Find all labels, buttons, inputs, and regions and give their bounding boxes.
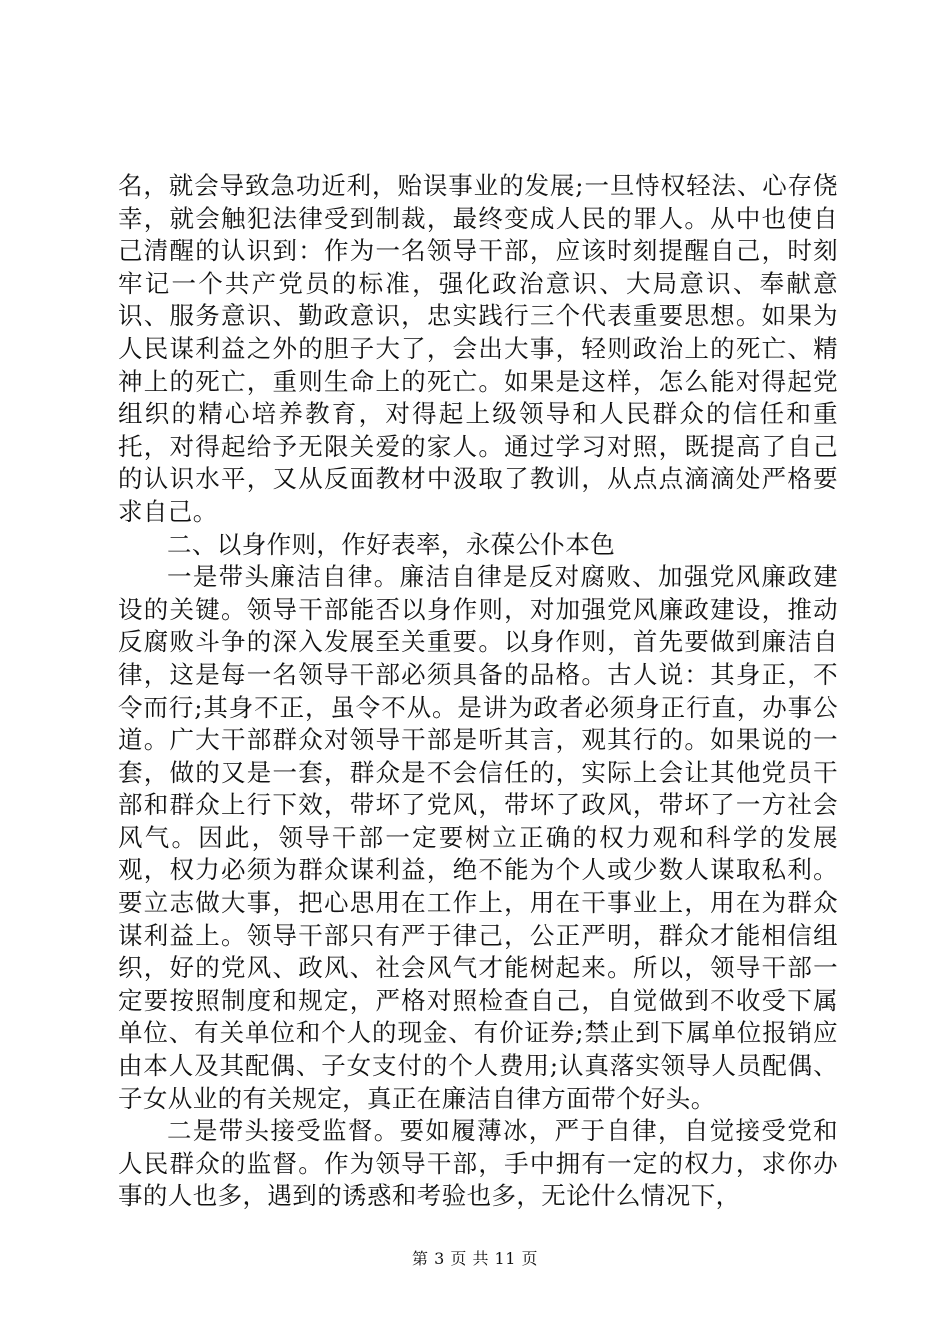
paragraph-continuation: 名，就会导致急功近利，贻误事业的发展;一旦恃权轻法、心存侥幸，就会触犯法律受到制裁，最终变成人民的罪人。从中也使自己清醒的认识到：作为一名领导干部，应该时刻提醒自己，时刻牢记一个共产党员的标准，强化政治意识、大局意识、奉献意识、服务意识、勤政意识，忠实践行三个代表重要思想。如果为人民谋利益之外的胆子大了，会出大事，轻则政治上的死亡、精神上的死亡，重则生命上的死亡。如果是这样，怎么能对得起党组织的精心培养教育，对得起上级领导和人民群众的信任和重托，对得起给予无限关爱的家人。通过学习对照，既提高了自己的认识水平，又从反面教材中汲取了教训，从点点滴滴处严格要求自己。 [118,171,838,526]
page-number-footer: 第 3 页 共 11 页 [412,1249,538,1268]
section-heading: 二、以身作则，作好表率，永葆公仆本色 [167,529,616,559]
paragraph-supervision: 二是带头接受监督。要如履薄冰，严于自律，自觉接受党和人民群众的监督。作为领导干部，手中拥有一定的权力，求你办事的人也多，遇到的诱惑和考验也多，无论什么情况下， [118,1116,838,1211]
document-body [118,170,838,1213]
paragraph-self-discipline: 一是带头廉洁自律。廉洁自律是反对腐败、加强党风廉政建设的关键。领导干部能否以身作则，对加强党风廉政建设，推动反腐败斗争的深入发展至关重要。以身作则，首先要做到廉洁自律，这是每一名领导干部必须具备的品格。古人说：其身正，不令而行;其身不正，虽令不从。是讲为政者必须身正行直，办事公道。广大干部群众对领导干部是听其言，观其行的。如果说的一套，做的又是一套，群众是不会信任的，实际上会让其他党员干部和群众上行下效，带坏了党风，带坏了政风，带坏了一方社会风气。因此，领导干部一定要树立正确的权力观和科学的发展观，权力必须为群众谋利益，绝不能为个人或少数人谋取私利。要立志做大事，把心思用在工作上，用在干事业上，用在为群众谋利益上。领导干部只有严于律己，公正严明，群众才能相信组织，好的党风、政风、社会风气才能树起来。所以，领导干部一定要按照制度和规定，严格对照检查自己，自觉做到不收受下属单位、有关单位和个人的现金、有价证券;禁止到下属单位报销应由本人及其配偶、子女支付的个人费用;认真落实领导人员配偶、子女从业的有关规定，真正在廉洁自律方面带个好头。 [118,562,838,1113]
